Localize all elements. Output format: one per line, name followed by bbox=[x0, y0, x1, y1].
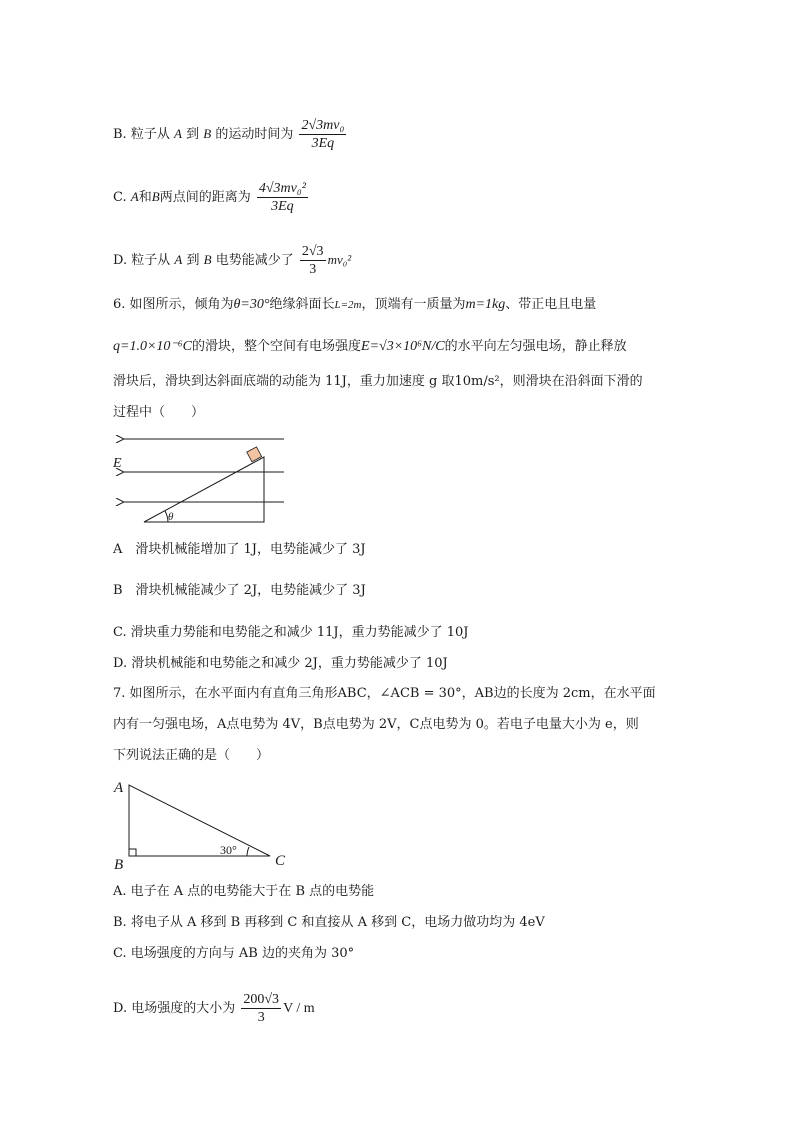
field-label: E bbox=[113, 456, 122, 471]
q6-stem-line-3: 滑块后，滑块到达斜面底端的动能为 11J，重力加速度 g 取10m/s²，则滑块在沿斜面下滑的 bbox=[113, 374, 643, 389]
incline bbox=[144, 457, 264, 522]
q7-stem-line-3: 下列说法正确的是（ ） bbox=[113, 748, 270, 763]
q5-option-c: C. A和B两点间的距离为 $\frac{\text{4√3mv₀²}}{3Eq}$ bbox=[113, 181, 306, 214]
q6-option-b: B 滑块机械能减少了 2J，电势能减少了 3J bbox=[113, 583, 366, 598]
q7-stem-line-2: 内有一匀强电场，A点电势为 4V，B点电势为 2V，C点电势为 0。若电子电量大小为 e，则 bbox=[113, 717, 639, 732]
q7-stem-line-1: 7. 如图所示，在水平面内有直角三角形ABC，∠ACB = 30°，AB边的长度为 2cm，在水平面 bbox=[113, 686, 656, 701]
q6-option-a: A 滑块机械能增加了 1J，电势能减少了 3J bbox=[113, 542, 366, 557]
q7-option-a: A. 电子在 A 点的电势能大于在 B 点的电势能 bbox=[113, 884, 375, 899]
fraction: $\frac{\text{4√3mv₀²}}{3Eq}$ bbox=[258, 181, 306, 214]
fraction: $\frac{\text{2√3mv₀}}{3Eq}$ bbox=[301, 118, 345, 151]
q6-stem-line-1: 6. 如图所示，倾角为θ=30°绝缘斜面长L=2m，顶端有一质量为m=1kg、带正电且电量 bbox=[113, 297, 597, 312]
right-angle-mark bbox=[129, 849, 136, 856]
angle-label: 30° bbox=[220, 843, 237, 857]
vertex-a-label: A bbox=[114, 780, 124, 796]
q7-option-b: B. 将电子从 A 移到 B 再移到 C 和直接从 A 移到 C，电场力做功均为 4eV bbox=[113, 915, 545, 930]
q7-option-d: D. 电场强度的大小为 $\frac{200√3}{3}$ V / m bbox=[113, 992, 315, 1025]
q7-option-c: C. 电场强度的方向与 AB 边的夹角为 30° bbox=[113, 946, 355, 961]
triangle-abc bbox=[129, 785, 270, 856]
q6-stem-line-4: 过程中（ ） bbox=[113, 405, 205, 420]
theta-label: θ bbox=[168, 511, 174, 523]
vertex-c-label: C bbox=[275, 853, 286, 869]
q6-stem-line-2: q=1.0×10⁻⁶C的滑块，整个空间有电场强度E=√3×10⁶N/C的水平向左匀强电场，静止释放 bbox=[113, 339, 627, 354]
fraction: $\frac{200√3}{3}$ bbox=[243, 992, 280, 1025]
q5-option-d: D. 粒子从 A 到 B 电势能减少了 $\frac{2√3}{3}$ mv₀² bbox=[113, 244, 352, 277]
q7-triangle-figure bbox=[110, 772, 295, 872]
angle-arc bbox=[247, 847, 249, 856]
q6-incline-figure bbox=[110, 430, 290, 528]
q6-option-c: C. 滑块重力势能和电势能之和减少 11J，重力势能减少了 10J bbox=[113, 625, 469, 640]
fraction: $\frac{2√3}{3}$ bbox=[301, 244, 324, 277]
q6-option-d: D. 滑块机械能和电势能之和减少 2J，重力势能减少了 10J bbox=[113, 656, 448, 671]
q5-option-b: B. 粒子从 A 到 B 的运动时间为 $\frac{\text{2√3mv₀}}{3Eq}$ bbox=[113, 118, 345, 151]
vertex-b-label: B bbox=[114, 857, 124, 872]
